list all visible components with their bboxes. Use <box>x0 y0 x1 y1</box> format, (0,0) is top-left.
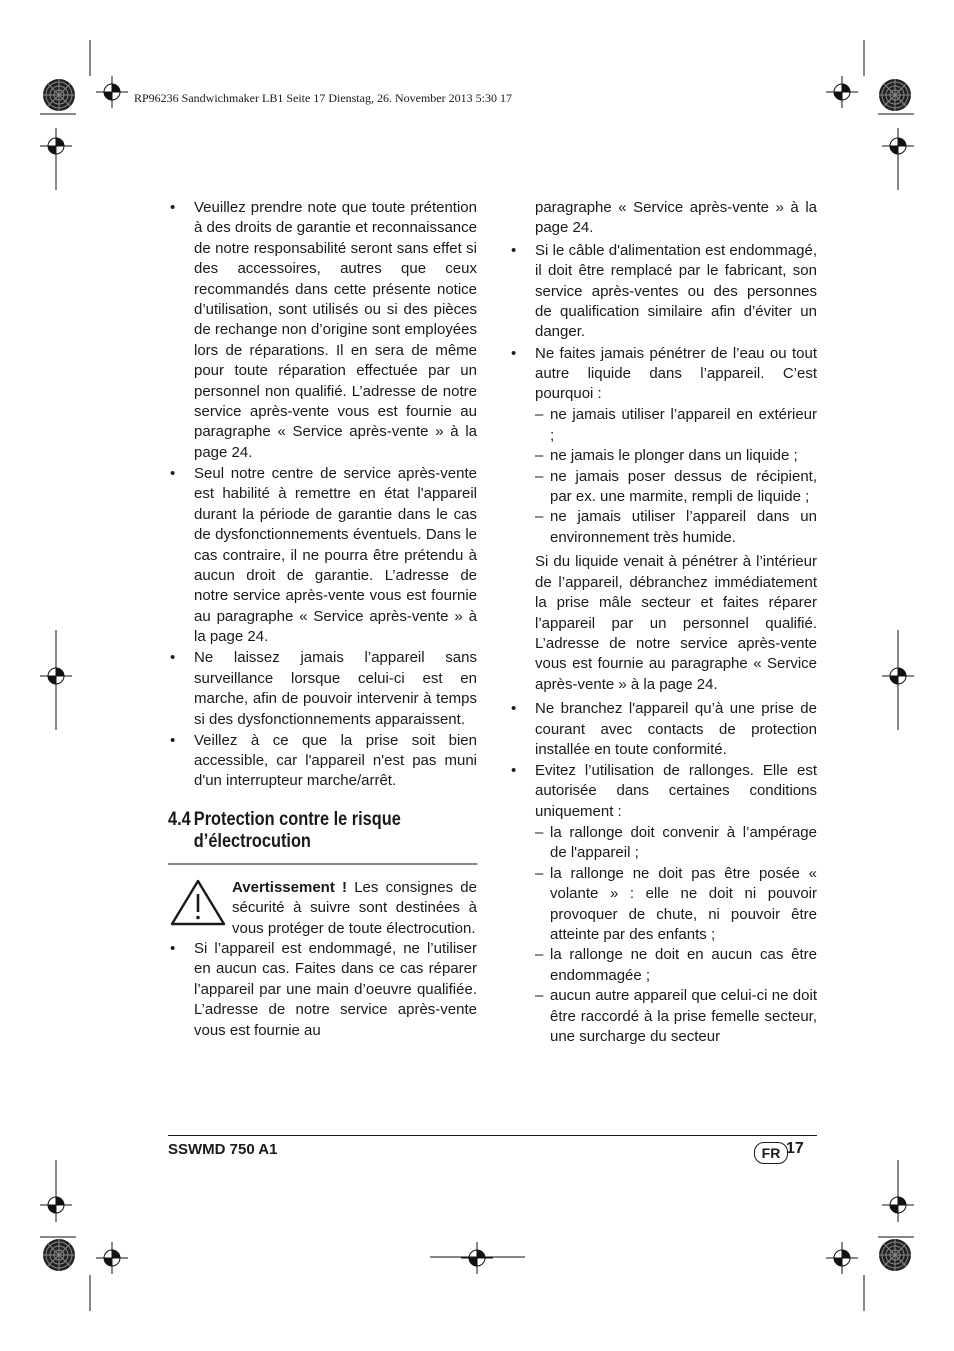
list-item-text: Veillez à ce que la prise soit bien accessible, car l'appareil n'est pas muni d'un interrupteur marche/arrêt. <box>194 731 477 790</box>
dash: – <box>535 946 544 964</box>
sub-item-text: la rallonge ne doit pas être posée « volante » : elle ne doit ni pouvoir provoquer de chute, ni pouvoir être atteinte par des enfants ; <box>550 864 817 943</box>
warning-label: Avertissement ! <box>232 878 348 896</box>
list-item-text: Ne branchez l'appareil qu’à une prise de courant avec contacts de protection installée en toute conformité. <box>535 700 817 758</box>
bullet: • <box>170 731 176 749</box>
sub-item-text: ne jamais utiliser l’appareil dans un environnement très humide. <box>550 508 817 546</box>
language-badge: FR <box>754 1142 788 1164</box>
dash: – <box>535 823 544 841</box>
paragraph: Si du liquide venait à pénétrer à l’intérieur de l’appareil, débranchez immédiatement la prise mâle secteur et faites réparer l’appareil par un personnel qualifié. L’adresse de notre service après-vente vous est fournie au paragraphe « Service après-vente » à la page 24. <box>535 553 817 693</box>
sub-item-text: ne jamais poser dessus de récipient, par ex. une marmite, rempli de liquide ; <box>550 467 817 506</box>
sub-item <box>509 467 817 508</box>
page-number: 17 <box>786 1140 804 1157</box>
sub-item <box>509 945 817 986</box>
warning-text: Les consignes de sécurité à suivre sont destinées à vous protéger de toute électrocution. <box>232 878 477 937</box>
list-item-text: Veuillez prendre note que toute prétention à des droits de garantie et reconnaissance de notre responsabilité seront sans effet si des accessoires, autres que ceux recommandés dans cette présente notice d’utilisation, sont utilisés ou si des pièces de rechange non d’origine sont employées lors de réparations. Il en sera de même pour toute réparation effectuée par un personnel non qualifié. L’adresse de notre service après-vente vous est fournie au paragraphe « Service après-vente » à la page 24. <box>194 199 477 461</box>
list-item <box>168 731 477 792</box>
bullet: • <box>170 464 176 482</box>
sub-item <box>509 823 817 864</box>
sub-item <box>509 507 817 548</box>
sub-list <box>509 823 817 1047</box>
sub-item-text: aucun autre appareil que celui-ci ne doit être raccordé à la prise femelle secteur, une surcharge du secteur <box>550 987 817 1045</box>
section-title-line1: Protection contre le risque <box>193 808 401 830</box>
sub-item <box>509 986 817 1047</box>
sub-item <box>509 446 817 466</box>
list-item <box>168 464 477 648</box>
sub-item-text: la rallonge ne doit en aucun cas être endommagée ; <box>550 946 817 984</box>
list-item-text: Ne laissez jamais l’appareil sans surveillance lorsque celui-ci est en marche, afin de pouvoir intervenir à temps si des dysfonctionnements apparaissent. <box>194 649 477 728</box>
list-item-text: Si le câble d'alimentation est endommagé, il doit être remplacé par le fabricant, son service après-ventes ou des personnes de qualification similaire afin d’éviter un danger. <box>535 241 817 341</box>
bullet: • <box>511 241 517 259</box>
bullet: • <box>170 940 176 958</box>
print-header: RP96236 Sandwichmaker LB1 Seite 17 Dienstag, 26. November 2013 5:30 17 <box>134 91 512 105</box>
warning-triangle-icon <box>170 878 226 926</box>
sub-item-text: la rallonge doit convenir à l’ampérage de l'appareil ; <box>550 823 817 862</box>
dash: – <box>535 864 544 882</box>
bullet: • <box>170 199 176 216</box>
list-item <box>168 939 477 1041</box>
list-item <box>509 241 817 343</box>
dash: – <box>535 508 544 526</box>
dash: – <box>535 467 544 485</box>
footer-model: SSWMD 750 A1 <box>168 1141 278 1158</box>
section-title-line2: d’électrocution <box>193 830 311 852</box>
bullet: • <box>170 649 176 667</box>
sub-item <box>509 405 817 446</box>
list-item-text: Evitez l’utilisation de rallonges. Elle est autorisée dans certaines conditions uniquement : <box>535 762 817 820</box>
list-item <box>509 761 817 822</box>
list-item-text: Ne faites jamais pénétrer de l’eau ou tout autre liquide dans l’appareil. C’est pourquoi : <box>535 344 817 403</box>
dash: – <box>535 987 544 1005</box>
right-column <box>509 198 817 1051</box>
left-column <box>168 198 477 1042</box>
bullet: • <box>511 344 517 362</box>
footer-rule <box>168 1135 817 1136</box>
list-item-text: Si l’appareil est endommagé, ne l’utiliser en aucun cas. Faites dans ce cas réparer l’appareil par une main d’oeuvre qualifiée. L’adresse de notre service après-vente vous est fournie au <box>194 940 477 1039</box>
sub-item <box>509 864 817 946</box>
bullet: • <box>511 700 517 718</box>
bullet: • <box>511 762 517 780</box>
section-heading <box>168 809 478 865</box>
dash: – <box>535 447 544 465</box>
continuation-text: paragraphe « Service après-vente » à la page 24. <box>535 199 817 237</box>
sub-item-text: ne jamais le plonger dans un liquide ; <box>550 447 798 465</box>
warning-block <box>168 878 477 939</box>
section-number: 4.4 <box>168 808 191 830</box>
dash: – <box>535 406 544 424</box>
sub-item-text: ne jamais utiliser l’appareil en extérieur ; <box>550 406 817 444</box>
sub-list <box>509 405 817 548</box>
list-item <box>168 648 477 730</box>
list-item <box>509 699 817 760</box>
list-item <box>168 198 477 463</box>
list-item-text: Seul notre centre de service après-vente est habilité à remettre en état l'appareil durant la période de garantie dans le cas de dysfonctionnements éventuels. Dans le cas contraire, il ne pourra être prétendu à aucun droit de garantie. L’adresse de notre service après-vente vous est fournie au paragraphe « Service après-vente » à la page 24. <box>194 464 477 646</box>
list-item <box>509 344 817 405</box>
